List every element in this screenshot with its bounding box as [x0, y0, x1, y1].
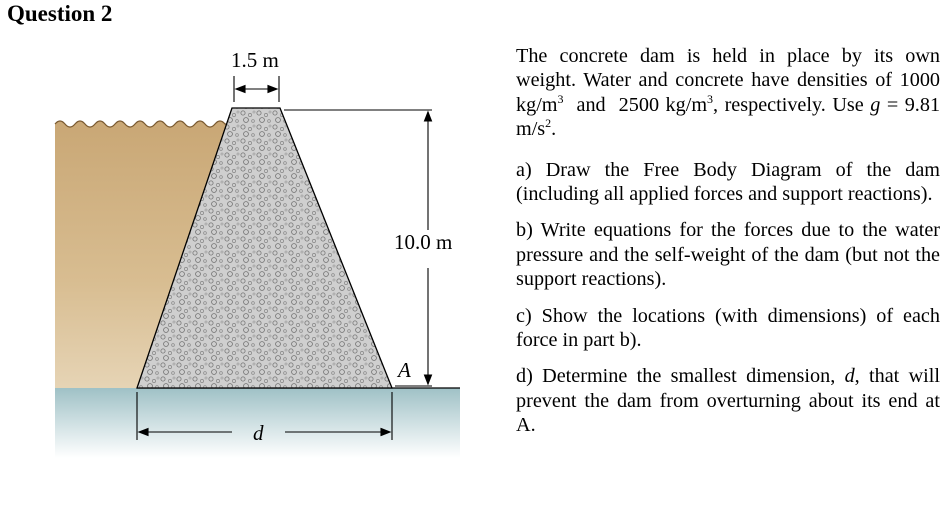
part-a: a) Draw the Free Body Diagram of the dam (including all applied forces and support reactions).	[516, 158, 940, 206]
problem-text	[516, 44, 940, 450]
top-width-dimension	[234, 76, 279, 102]
respectively-text: , respectively.	[713, 93, 826, 116]
intro-text: The concrete dam is held in place by its own weight. Water and concrete have densities of	[516, 45, 940, 92]
part-d-symbol: d	[844, 365, 855, 388]
intro-end: .	[551, 118, 557, 141]
part-b: b) Write equations for the forces due to the water pressure and the self-weight of the dam (but not the support reactions).	[516, 219, 940, 291]
part-d	[516, 364, 940, 437]
top-width-label: 1.5 m	[231, 48, 279, 72]
g-value: = 9.81 m/s	[516, 93, 941, 141]
dam-diagram	[0, 40, 480, 509]
part-d-suffix: , that will prevent the dam from overturning about its end at A.	[516, 365, 941, 437]
concrete-density: 2500 kg/m	[618, 93, 708, 116]
base-d-label: d	[253, 421, 264, 445]
part-c: c) Show the locations (with dimensions) of each force in part b).	[516, 304, 940, 352]
dam-figure	[0, 40, 480, 509]
cube-superscript: 3	[707, 91, 714, 106]
cube-superscript: 3	[557, 91, 564, 106]
point-a-label: A	[398, 358, 411, 382]
square-superscript: 2	[545, 116, 552, 131]
and-word: and	[576, 93, 606, 116]
g-symbol: g	[870, 93, 881, 116]
question-title: Question 2	[7, 1, 113, 26]
height-label: 10.0 m	[394, 230, 453, 254]
use-word: Use	[832, 93, 864, 116]
water-density: 1000 kg/m	[516, 69, 940, 116]
problem-intro	[516, 44, 940, 142]
part-d-prefix: d) Determine the smallest dimension,	[516, 365, 836, 388]
